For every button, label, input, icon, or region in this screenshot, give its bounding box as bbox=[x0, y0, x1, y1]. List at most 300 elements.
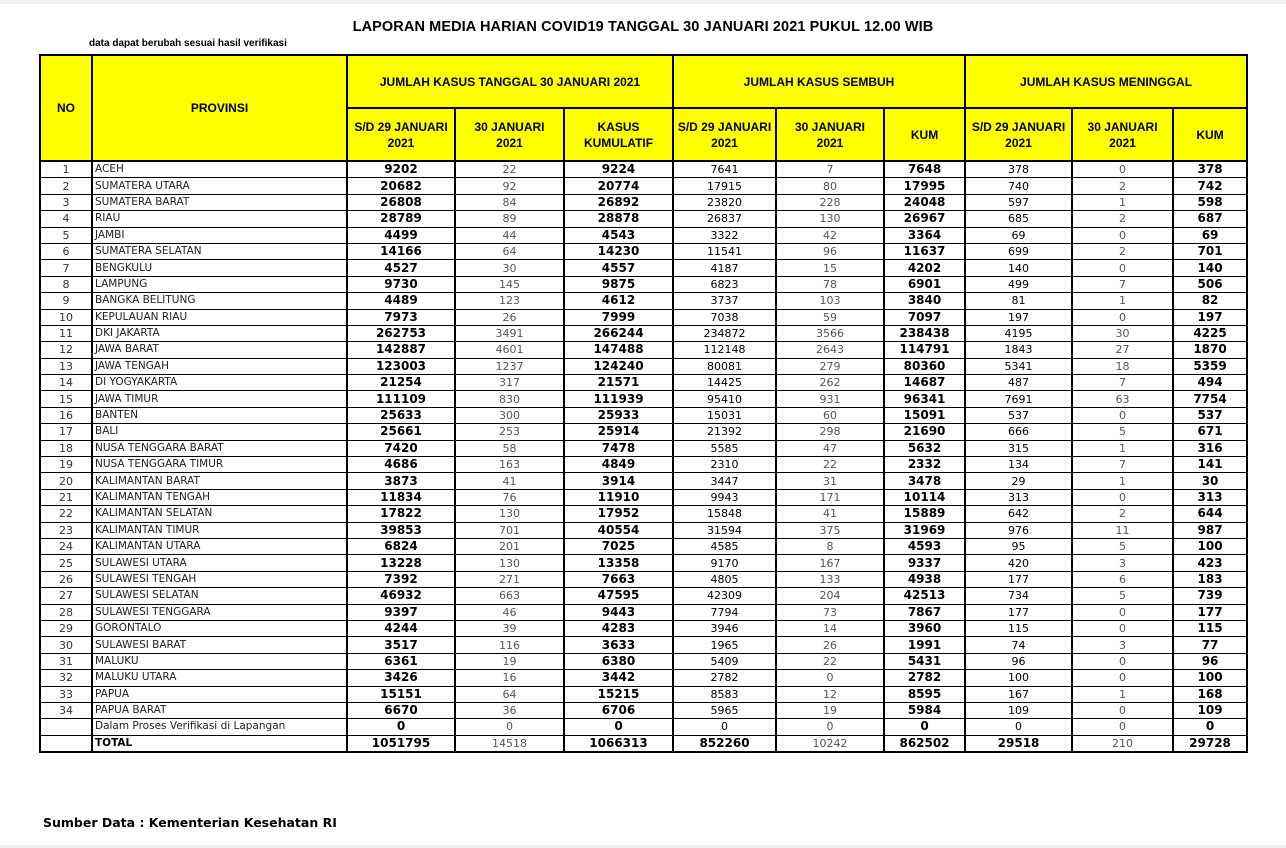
cell-kasus-30: 1237 bbox=[455, 358, 564, 374]
cell-sembuh-30: 130 bbox=[776, 211, 884, 227]
cell-kasus-sd29: 25661 bbox=[347, 424, 455, 440]
cell-no: 17 bbox=[40, 424, 92, 440]
cell-no: 20 bbox=[40, 473, 92, 489]
cell-meninggal-30: 0 bbox=[1072, 653, 1173, 669]
table-row bbox=[40, 719, 1247, 735]
cell-meninggal-30: 5 bbox=[1072, 538, 1173, 554]
header-sub-1 bbox=[455, 108, 564, 161]
cell-meninggal-30: 0 bbox=[1072, 604, 1173, 620]
cell-provinsi: BENGKULU bbox=[92, 260, 347, 276]
cell-kasus-sd29: 4499 bbox=[347, 227, 455, 243]
cell-sembuh-sd29: 4585 bbox=[673, 538, 776, 554]
cell-meninggal-kum: 494 bbox=[1173, 375, 1247, 391]
cell-provinsi: Dalam Proses Verifikasi di Lapangan bbox=[92, 719, 347, 735]
cell-kasus-30: 830 bbox=[455, 391, 564, 407]
cell-kasus-sd29: 111109 bbox=[347, 391, 455, 407]
cell-meninggal-kum: 506 bbox=[1173, 276, 1247, 292]
header-sub-line1: 30 JANUARI bbox=[474, 119, 545, 134]
cell-meninggal-30: 11 bbox=[1072, 522, 1173, 538]
cell-provinsi: MALUKU UTARA bbox=[92, 670, 347, 686]
cell-kasus-kumulatif: 7025 bbox=[564, 538, 673, 554]
cell-meninggal-sd29: 109 bbox=[965, 702, 1072, 718]
table-row bbox=[40, 489, 1247, 505]
header-sub-line2: 2021 bbox=[711, 135, 738, 150]
cell-no: 33 bbox=[40, 686, 92, 702]
cell-sembuh-sd29: 3322 bbox=[673, 227, 776, 243]
cell-no: 30 bbox=[40, 637, 92, 653]
cell-no: 9 bbox=[40, 293, 92, 309]
cell-provinsi: DI YOGYAKARTA bbox=[92, 375, 347, 391]
cell-sembuh-30: 14 bbox=[776, 620, 884, 636]
cell-kasus-30: 145 bbox=[455, 276, 564, 292]
cell-no: 10 bbox=[40, 309, 92, 325]
cell-sembuh-kum: 24048 bbox=[884, 194, 965, 210]
cell-kasus-30: 41 bbox=[455, 473, 564, 489]
cell-kasus-30: 76 bbox=[455, 489, 564, 505]
cell-sembuh-30: 73 bbox=[776, 604, 884, 620]
cell-sembuh-sd29: 17915 bbox=[673, 178, 776, 194]
cell-kasus-kumulatif: 9224 bbox=[564, 161, 673, 178]
cell-provinsi: SULAWESI TENGAH bbox=[92, 571, 347, 587]
cell-sembuh-sd29: 2782 bbox=[673, 670, 776, 686]
cell-kasus-sd29: 14166 bbox=[347, 243, 455, 259]
cell-no bbox=[40, 735, 92, 752]
cell-kasus-sd29: 25633 bbox=[347, 407, 455, 423]
header-sub-line2: 2021 bbox=[816, 135, 844, 150]
cell-kasus-kumulatif: 26892 bbox=[564, 194, 673, 210]
cell-provinsi: PAPUA BARAT bbox=[92, 702, 347, 718]
cell-sembuh-kum: 4938 bbox=[884, 571, 965, 587]
cell-sembuh-sd29: 7794 bbox=[673, 604, 776, 620]
cell-kasus-sd29: 4489 bbox=[347, 293, 455, 309]
table-row bbox=[40, 375, 1247, 391]
cell-sembuh-kum: 9337 bbox=[884, 555, 965, 571]
cell-kasus-kumulatif: 40554 bbox=[564, 522, 673, 538]
cell-sembuh-kum: 0 bbox=[884, 719, 965, 735]
header-sub-line1: S/D 29 JANUARI bbox=[971, 119, 1066, 134]
cell-meninggal-30: 0 bbox=[1072, 702, 1173, 718]
cell-kasus-kumulatif: 7478 bbox=[564, 440, 673, 456]
cell-sembuh-kum: 21690 bbox=[884, 424, 965, 440]
cell-meninggal-sd29: 140 bbox=[965, 260, 1072, 276]
cell-kasus-kumulatif: 9443 bbox=[564, 604, 673, 620]
header-sub-line1: KUM bbox=[910, 127, 939, 142]
cell-provinsi: SUMATERA UTARA bbox=[92, 178, 347, 194]
cell-sembuh-sd29: 1965 bbox=[673, 637, 776, 653]
cell-kasus-kumulatif: 14230 bbox=[564, 243, 673, 259]
cell-sembuh-30: 931 bbox=[776, 391, 884, 407]
cell-kasus-30: 130 bbox=[455, 555, 564, 571]
cell-meninggal-kum: 96 bbox=[1173, 653, 1247, 669]
cell-meninggal-30: 1 bbox=[1072, 293, 1173, 309]
cell-meninggal-sd29: 29 bbox=[965, 473, 1072, 489]
cell-kasus-sd29: 9730 bbox=[347, 276, 455, 292]
cell-sembuh-30: 204 bbox=[776, 588, 884, 604]
cell-meninggal-kum: 141 bbox=[1173, 457, 1247, 473]
cell-provinsi: NUSA TENGGARA TIMUR bbox=[92, 457, 347, 473]
cell-sembuh-sd29: 26837 bbox=[673, 211, 776, 227]
cell-sembuh-30: 41 bbox=[776, 506, 884, 522]
cell-meninggal-kum: 644 bbox=[1173, 506, 1247, 522]
cell-meninggal-30: 63 bbox=[1072, 391, 1173, 407]
cell-sembuh-30: 228 bbox=[776, 194, 884, 210]
cell-no: 19 bbox=[40, 457, 92, 473]
cell-kasus-30: 253 bbox=[455, 424, 564, 440]
cell-provinsi: SUMATERA SELATAN bbox=[92, 243, 347, 259]
cell-meninggal-kum: 4225 bbox=[1173, 325, 1247, 341]
cell-kasus-sd29: 9397 bbox=[347, 604, 455, 620]
cell-sembuh-sd29: 21392 bbox=[673, 424, 776, 440]
cell-provinsi: PAPUA bbox=[92, 686, 347, 702]
cell-no: 12 bbox=[40, 342, 92, 358]
table-row bbox=[40, 620, 1247, 636]
cell-sembuh-30: 375 bbox=[776, 522, 884, 538]
cell-kasus-kumulatif: 4849 bbox=[564, 457, 673, 473]
cell-kasus-kumulatif: 11910 bbox=[564, 489, 673, 505]
cell-sembuh-kum: 3364 bbox=[884, 227, 965, 243]
table-row bbox=[40, 473, 1247, 489]
cell-kasus-30: 130 bbox=[455, 506, 564, 522]
cell-sembuh-kum: 5632 bbox=[884, 440, 965, 456]
cell-meninggal-sd29: 315 bbox=[965, 440, 1072, 456]
header-sub-line2: KUMULATIF bbox=[583, 135, 654, 150]
cell-kasus-30: 663 bbox=[455, 588, 564, 604]
cell-kasus-30: 16 bbox=[455, 670, 564, 686]
cell-meninggal-sd29: 597 bbox=[965, 194, 1072, 210]
cell-meninggal-kum: 29728 bbox=[1173, 735, 1247, 752]
cell-kasus-30: 39 bbox=[455, 620, 564, 636]
cell-sembuh-kum: 4593 bbox=[884, 538, 965, 554]
table-row bbox=[40, 211, 1247, 227]
cell-meninggal-kum: 197 bbox=[1173, 309, 1247, 325]
cell-sembuh-30: 22 bbox=[776, 653, 884, 669]
cell-sembuh-sd29: 5965 bbox=[673, 702, 776, 718]
cell-sembuh-30: 42 bbox=[776, 227, 884, 243]
cell-sembuh-sd29: 23820 bbox=[673, 194, 776, 210]
cell-meninggal-kum: 739 bbox=[1173, 588, 1247, 604]
cell-sembuh-kum: 26967 bbox=[884, 211, 965, 227]
header-sub-8 bbox=[1173, 108, 1247, 161]
cell-kasus-30: 44 bbox=[455, 227, 564, 243]
header-sub-4 bbox=[776, 108, 884, 161]
cell-meninggal-30: 2 bbox=[1072, 243, 1173, 259]
cell-kasus-kumulatif: 3633 bbox=[564, 637, 673, 653]
cell-sembuh-kum: 5984 bbox=[884, 702, 965, 718]
cell-kasus-kumulatif: 0 bbox=[564, 719, 673, 735]
cell-sembuh-30: 60 bbox=[776, 407, 884, 423]
cell-sembuh-30: 26 bbox=[776, 637, 884, 653]
cell-sembuh-sd29: 6823 bbox=[673, 276, 776, 292]
table-row bbox=[40, 588, 1247, 604]
cell-sembuh-sd29: 112148 bbox=[673, 342, 776, 358]
cell-kasus-kumulatif: 4283 bbox=[564, 620, 673, 636]
cell-no: 7 bbox=[40, 260, 92, 276]
cell-meninggal-sd29: 74 bbox=[965, 637, 1072, 653]
cell-sembuh-kum: 17995 bbox=[884, 178, 965, 194]
cell-kasus-30: 3491 bbox=[455, 325, 564, 341]
cell-meninggal-kum: 1870 bbox=[1173, 342, 1247, 358]
cell-sembuh-sd29: 234872 bbox=[673, 325, 776, 341]
cell-sembuh-30: 2643 bbox=[776, 342, 884, 358]
cell-provinsi: JAWA BARAT bbox=[92, 342, 347, 358]
cell-kasus-sd29: 6824 bbox=[347, 538, 455, 554]
cell-sembuh-kum: 8595 bbox=[884, 686, 965, 702]
cell-meninggal-30: 0 bbox=[1072, 260, 1173, 276]
cell-no: 11 bbox=[40, 325, 92, 341]
cell-provinsi: JAWA TENGAH bbox=[92, 358, 347, 374]
cell-meninggal-30: 6 bbox=[1072, 571, 1173, 587]
header-sub-line1: 30 JANUARI bbox=[795, 119, 866, 134]
cell-sembuh-kum: 7097 bbox=[884, 309, 965, 325]
cell-sembuh-30: 31 bbox=[776, 473, 884, 489]
cell-kasus-sd29: 7973 bbox=[347, 309, 455, 325]
table-row bbox=[40, 538, 1247, 554]
data-source: Sumber Data : Kementerian Kesehatan RI bbox=[43, 815, 337, 830]
cell-sembuh-sd29: 5409 bbox=[673, 653, 776, 669]
cell-meninggal-sd29: 740 bbox=[965, 178, 1072, 194]
cell-meninggal-30: 0 bbox=[1072, 719, 1173, 735]
cell-kasus-sd29: 0 bbox=[347, 719, 455, 735]
cell-meninggal-30: 5 bbox=[1072, 588, 1173, 604]
table-row bbox=[40, 424, 1247, 440]
cell-meninggal-kum: 69 bbox=[1173, 227, 1247, 243]
cell-kasus-sd29: 6361 bbox=[347, 653, 455, 669]
cell-provinsi: SULAWESI TENGGARA bbox=[92, 604, 347, 620]
covid-report-table bbox=[39, 54, 1248, 753]
table-row bbox=[40, 391, 1247, 407]
table-row bbox=[40, 194, 1247, 210]
cell-sembuh-30: 7 bbox=[776, 161, 884, 178]
cell-sembuh-kum: 7648 bbox=[884, 161, 965, 178]
cell-no: 25 bbox=[40, 555, 92, 571]
header-sub-line1: 30 JANUARI bbox=[1087, 119, 1158, 134]
table-row bbox=[40, 653, 1247, 669]
cell-meninggal-30: 7 bbox=[1072, 276, 1173, 292]
cell-meninggal-kum: 168 bbox=[1173, 686, 1247, 702]
cell-no: 1 bbox=[40, 161, 92, 178]
cell-sembuh-30: 59 bbox=[776, 309, 884, 325]
cell-provinsi: BANGKA BELITUNG bbox=[92, 293, 347, 309]
cell-no: 32 bbox=[40, 670, 92, 686]
cell-sembuh-kum: 3478 bbox=[884, 473, 965, 489]
cell-meninggal-kum: 77 bbox=[1173, 637, 1247, 653]
cell-no: 21 bbox=[40, 489, 92, 505]
cell-kasus-30: 26 bbox=[455, 309, 564, 325]
cell-kasus-30: 92 bbox=[455, 178, 564, 194]
cell-provinsi: RIAU bbox=[92, 211, 347, 227]
cell-sembuh-kum: 7867 bbox=[884, 604, 965, 620]
cell-meninggal-kum: 109 bbox=[1173, 702, 1247, 718]
cell-sembuh-sd29: 80081 bbox=[673, 358, 776, 374]
cell-meninggal-kum: 82 bbox=[1173, 293, 1247, 309]
table-row bbox=[40, 293, 1247, 309]
table-row bbox=[40, 571, 1247, 587]
header-sub-line2: 2021 bbox=[496, 135, 523, 150]
cell-sembuh-30: 0 bbox=[776, 719, 884, 735]
header-sub-6 bbox=[965, 108, 1072, 161]
cell-sembuh-sd29: 7038 bbox=[673, 309, 776, 325]
cell-sembuh-30: 298 bbox=[776, 424, 884, 440]
cell-no: 31 bbox=[40, 653, 92, 669]
cell-meninggal-sd29: 134 bbox=[965, 457, 1072, 473]
cell-meninggal-sd29: 699 bbox=[965, 243, 1072, 259]
cell-provinsi: BANTEN bbox=[92, 407, 347, 423]
cell-meninggal-sd29: 499 bbox=[965, 276, 1072, 292]
cell-meninggal-kum: 30 bbox=[1173, 473, 1247, 489]
cell-no: 34 bbox=[40, 702, 92, 718]
cell-kasus-kumulatif: 15215 bbox=[564, 686, 673, 702]
cell-sembuh-30: 78 bbox=[776, 276, 884, 292]
header-sub-7 bbox=[1072, 108, 1173, 161]
cell-sembuh-kum: 15889 bbox=[884, 506, 965, 522]
table-row bbox=[40, 637, 1247, 653]
table-row bbox=[40, 555, 1247, 571]
cell-meninggal-30: 30 bbox=[1072, 325, 1173, 341]
cell-sembuh-sd29: 14425 bbox=[673, 375, 776, 391]
cell-sembuh-kum: 4202 bbox=[884, 260, 965, 276]
header-sub-line1: S/D 29 JANUARI bbox=[354, 119, 448, 134]
cell-meninggal-kum: 5359 bbox=[1173, 358, 1247, 374]
cell-sembuh-sd29: 4805 bbox=[673, 571, 776, 587]
cell-kasus-kumulatif: 6380 bbox=[564, 653, 673, 669]
cell-meninggal-sd29: 734 bbox=[965, 588, 1072, 604]
cell-kasus-sd29: 6670 bbox=[347, 702, 455, 718]
cell-kasus-kumulatif: 13358 bbox=[564, 555, 673, 571]
cell-no: 27 bbox=[40, 588, 92, 604]
table-row bbox=[40, 227, 1247, 243]
cell-provinsi: KEPULAUAN RIAU bbox=[92, 309, 347, 325]
cell-kasus-sd29: 3873 bbox=[347, 473, 455, 489]
cell-no: 24 bbox=[40, 538, 92, 554]
cell-meninggal-sd29: 7691 bbox=[965, 391, 1072, 407]
cell-meninggal-sd29: 666 bbox=[965, 424, 1072, 440]
cell-sembuh-30: 133 bbox=[776, 571, 884, 587]
cell-provinsi: ACEH bbox=[92, 161, 347, 178]
cell-sembuh-sd29: 9943 bbox=[673, 489, 776, 505]
cell-kasus-kumulatif: 124240 bbox=[564, 358, 673, 374]
cell-kasus-30: 14518 bbox=[455, 735, 564, 752]
cell-kasus-sd29: 15151 bbox=[347, 686, 455, 702]
cell-kasus-30: 163 bbox=[455, 457, 564, 473]
cell-provinsi: KALIMANTAN TIMUR bbox=[92, 522, 347, 538]
cell-provinsi: SULAWESI UTARA bbox=[92, 555, 347, 571]
cell-meninggal-sd29: 685 bbox=[965, 211, 1072, 227]
cell-kasus-30: 30 bbox=[455, 260, 564, 276]
cell-sembuh-kum: 11637 bbox=[884, 243, 965, 259]
cell-meninggal-sd29: 1843 bbox=[965, 342, 1072, 358]
cell-sembuh-sd29: 3946 bbox=[673, 620, 776, 636]
cell-provinsi: JAMBI bbox=[92, 227, 347, 243]
cell-sembuh-30: 22 bbox=[776, 457, 884, 473]
cell-sembuh-30: 47 bbox=[776, 440, 884, 456]
cell-no: 13 bbox=[40, 358, 92, 374]
cell-no: 15 bbox=[40, 391, 92, 407]
cell-meninggal-30: 0 bbox=[1072, 489, 1173, 505]
cell-no: 22 bbox=[40, 506, 92, 522]
cell-provinsi: NUSA TENGGARA BARAT bbox=[92, 440, 347, 456]
cell-kasus-30: 19 bbox=[455, 653, 564, 669]
cell-sembuh-30: 8 bbox=[776, 538, 884, 554]
cell-provinsi: KALIMANTAN UTARA bbox=[92, 538, 347, 554]
cell-kasus-30: 201 bbox=[455, 538, 564, 554]
cell-meninggal-sd29: 29518 bbox=[965, 735, 1072, 752]
cell-meninggal-30: 0 bbox=[1072, 161, 1173, 178]
cell-sembuh-sd29: 15031 bbox=[673, 407, 776, 423]
cell-meninggal-sd29: 177 bbox=[965, 571, 1072, 587]
header-sub-line1: S/D 29 JANUARI bbox=[677, 119, 772, 134]
cell-sembuh-30: 19 bbox=[776, 702, 884, 718]
cell-meninggal-kum: 742 bbox=[1173, 178, 1247, 194]
cell-meninggal-30: 1 bbox=[1072, 440, 1173, 456]
cell-sembuh-sd29: 3447 bbox=[673, 473, 776, 489]
table-row bbox=[40, 342, 1247, 358]
table-row bbox=[40, 440, 1247, 456]
cell-no: 23 bbox=[40, 522, 92, 538]
cell-meninggal-30: 2 bbox=[1072, 506, 1173, 522]
cell-meninggal-sd29: 115 bbox=[965, 620, 1072, 636]
cell-kasus-kumulatif: 3914 bbox=[564, 473, 673, 489]
cell-no: 5 bbox=[40, 227, 92, 243]
cell-no bbox=[40, 719, 92, 735]
cell-kasus-30: 84 bbox=[455, 194, 564, 210]
table-row bbox=[40, 670, 1247, 686]
cell-sembuh-sd29: 3737 bbox=[673, 293, 776, 309]
cell-kasus-30: 300 bbox=[455, 407, 564, 423]
cell-meninggal-kum: 183 bbox=[1173, 571, 1247, 587]
cell-kasus-sd29: 7420 bbox=[347, 440, 455, 456]
cell-kasus-kumulatif: 9875 bbox=[564, 276, 673, 292]
cell-meninggal-sd29: 177 bbox=[965, 604, 1072, 620]
cell-kasus-sd29: 28789 bbox=[347, 211, 455, 227]
header-sub-5 bbox=[884, 108, 965, 161]
cell-meninggal-30: 1 bbox=[1072, 473, 1173, 489]
report-title: LAPORAN MEDIA HARIAN COVID19 TANGGAL 30 JANUARI 2021 PUKUL 12.00 WIB bbox=[352, 19, 934, 35]
cell-meninggal-sd29: 0 bbox=[965, 719, 1072, 735]
cell-meninggal-30: 5 bbox=[1072, 424, 1173, 440]
cell-sembuh-30: 15 bbox=[776, 260, 884, 276]
cell-provinsi: JAWA TIMUR bbox=[92, 391, 347, 407]
cell-meninggal-30: 210 bbox=[1072, 735, 1173, 752]
cell-kasus-kumulatif: 3442 bbox=[564, 670, 673, 686]
cell-kasus-30: 116 bbox=[455, 637, 564, 653]
cell-meninggal-30: 2 bbox=[1072, 178, 1173, 194]
cell-provinsi: KALIMANTAN BARAT bbox=[92, 473, 347, 489]
cell-no: 3 bbox=[40, 194, 92, 210]
cell-no: 6 bbox=[40, 243, 92, 259]
cell-meninggal-30: 0 bbox=[1072, 670, 1173, 686]
cell-meninggal-kum: 177 bbox=[1173, 604, 1247, 620]
cell-no: 18 bbox=[40, 440, 92, 456]
cell-kasus-sd29: 11834 bbox=[347, 489, 455, 505]
cell-kasus-sd29: 7392 bbox=[347, 571, 455, 587]
cell-sembuh-30: 96 bbox=[776, 243, 884, 259]
cell-kasus-30: 58 bbox=[455, 440, 564, 456]
cell-kasus-sd29: 4244 bbox=[347, 620, 455, 636]
table-row bbox=[40, 702, 1247, 718]
cell-meninggal-sd29: 197 bbox=[965, 309, 1072, 325]
header-provinsi: PROVINSI bbox=[92, 55, 347, 161]
verification-note: data dapat berubah sesuai hasil verifikasi bbox=[89, 38, 287, 49]
table-row bbox=[40, 686, 1247, 702]
cell-sembuh-30: 0 bbox=[776, 670, 884, 686]
cell-meninggal-kum: 115 bbox=[1173, 620, 1247, 636]
cell-kasus-sd29: 9202 bbox=[347, 161, 455, 178]
cell-kasus-sd29: 26808 bbox=[347, 194, 455, 210]
cell-provinsi: SULAWESI BARAT bbox=[92, 637, 347, 653]
header-sub-line1: KASUS bbox=[597, 119, 640, 134]
cell-no: 2 bbox=[40, 178, 92, 194]
cell-sembuh-kum: 5431 bbox=[884, 653, 965, 669]
